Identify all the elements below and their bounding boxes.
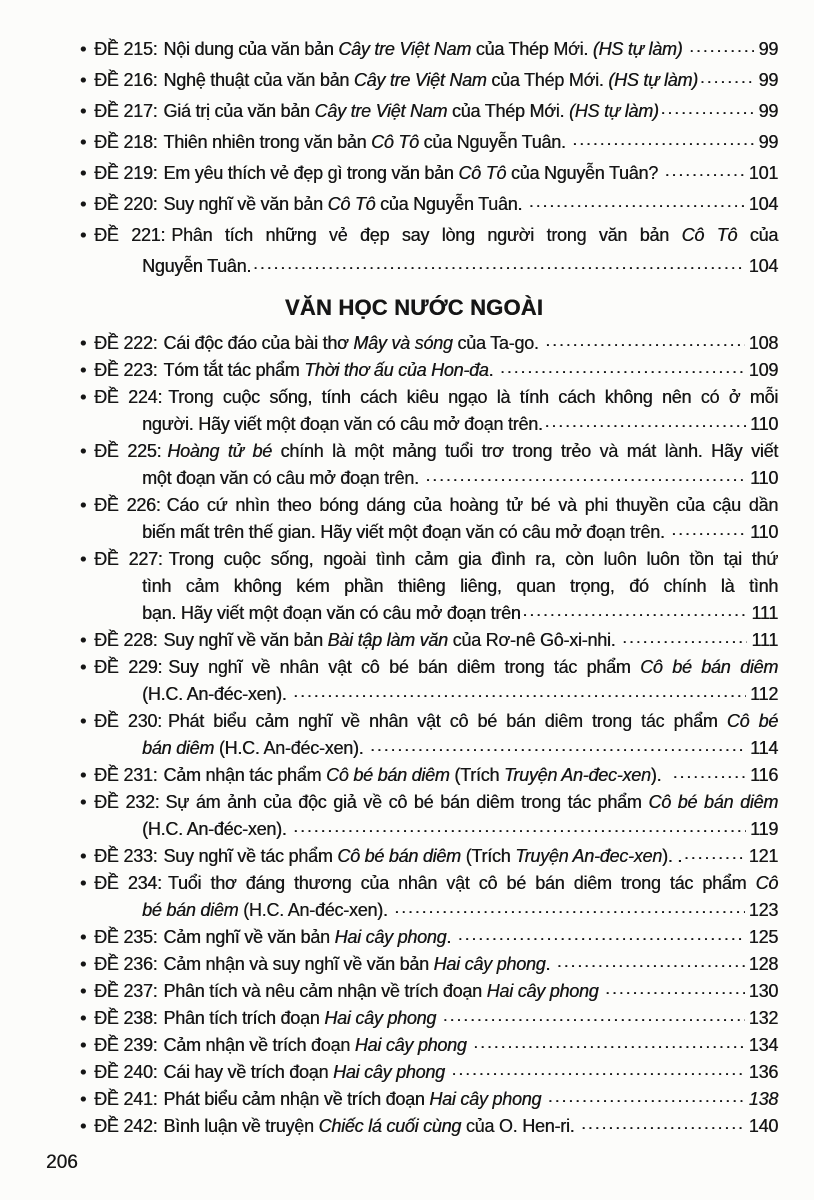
entry-label: ĐỀ 231: — [94, 765, 158, 785]
toc-entry — [80, 1113, 778, 1140]
dot-leader — [456, 924, 745, 951]
bullet-icon: • — [80, 495, 87, 515]
toc-entry — [80, 34, 778, 65]
dot-leader — [423, 465, 746, 492]
toc — [80, 34, 778, 1140]
toc-entry-line — [80, 330, 778, 357]
toc-section — [80, 293, 778, 1140]
entry-label: ĐỀ 234: — [94, 873, 162, 893]
entry-text: Cáo cứ nhìn theo bóng dáng của hoàng tử bé và phi thuyền của cậu dần — [166, 495, 778, 515]
section-header: VĂN HỌC NƯỚC NGOÀI — [284, 295, 544, 320]
page-number: 125 — [748, 927, 778, 947]
dot-leader — [543, 411, 746, 438]
dot-leader — [620, 627, 747, 654]
entry-text: Nguyễn Tuân. — [142, 256, 252, 276]
dot-leader — [671, 762, 746, 789]
page-number: 119 — [750, 819, 778, 839]
toc-entry — [80, 708, 778, 762]
entry-text: bé bán diêm (H.C. An-đéc-xen). — [142, 900, 393, 920]
entry-text: Suy nghĩ về nhân vật cô bé bán diêm trong tác phẩm Cô bé bán diêm — [168, 657, 778, 677]
entry-label: ĐỀ 227: — [94, 549, 163, 569]
toc-entry-line — [80, 816, 778, 843]
toc-entry — [80, 1086, 778, 1113]
entry-label: ĐỀ 218: — [94, 132, 158, 152]
entry-label: ĐỀ 223: — [94, 360, 158, 380]
toc-entry-line — [80, 158, 778, 189]
page-number: 104 — [748, 194, 778, 214]
entry-text: Phân tích những vẻ đẹp say lòng người trong văn bản Cô Tô của — [171, 225, 778, 245]
page-number: 99 — [758, 70, 778, 90]
dot-leader — [687, 34, 754, 65]
entry-text: biến mất trên thế gian. Hãy viết một đoạn văn có câu mở đoạn trên. — [142, 522, 670, 542]
toc-entry — [80, 220, 778, 282]
dot-leader — [570, 127, 754, 158]
toc-entry-line — [80, 127, 778, 158]
toc-entry-line — [80, 465, 778, 492]
bullet-icon: • — [80, 846, 87, 866]
entry-text: Suy nghĩ về văn bản Bài tập làm văn của Rơ-nê Gô-xi-nhi. — [163, 630, 621, 650]
entry-label: ĐỀ 238: — [94, 1008, 158, 1028]
entry-text: (H.C. An-đéc-xen). — [142, 819, 292, 839]
bullet-icon: • — [80, 630, 87, 650]
toc-entry-line — [80, 789, 778, 816]
entry-label: ĐỀ 222: — [94, 333, 158, 353]
entry-label: ĐỀ 225: — [94, 441, 162, 461]
bullet-icon: • — [80, 954, 87, 974]
page-number: 112 — [750, 684, 778, 704]
entry-text: Sự ám ảnh của độc giả về cô bé bán diêm trong tác phẩm Cô bé bán diêm — [165, 792, 779, 812]
bullet-icon: • — [80, 387, 87, 407]
page-number: 108 — [748, 333, 778, 353]
dot-leader — [471, 1032, 744, 1059]
page-number: 132 — [748, 1008, 778, 1028]
entry-label: ĐỀ 240: — [94, 1062, 158, 1082]
dot-leader — [579, 1113, 745, 1140]
dot-leader — [441, 1005, 745, 1032]
toc-entry-line — [80, 843, 778, 870]
entry-label: ĐỀ 220: — [94, 194, 158, 214]
entry-text: Cảm nhận về trích đoạn Hai cây phong — [163, 1035, 467, 1055]
toc-entry-line — [80, 924, 778, 951]
dot-leader — [663, 158, 745, 189]
toc-entry — [80, 1005, 778, 1032]
bullet-icon: • — [80, 657, 87, 677]
bullet-icon: • — [80, 927, 87, 947]
bullet-icon: • — [80, 333, 87, 353]
entry-label: ĐỀ 224: — [94, 387, 163, 407]
toc-entry-line — [80, 600, 778, 627]
toc-entry — [80, 330, 778, 357]
entry-label: ĐỀ 216: — [94, 70, 158, 90]
page-number: 123 — [748, 900, 778, 920]
toc-entry — [80, 546, 778, 627]
toc-entry-line — [80, 1005, 778, 1032]
toc-entry-line — [80, 411, 778, 438]
entry-text: Tuổi thơ đáng thương của nhân vật cô bé bán diêm trong tác phẩm Cô — [167, 873, 778, 893]
dot-leader — [251, 251, 745, 282]
page-footer — [46, 1152, 78, 1174]
page-number: 121 — [748, 846, 778, 866]
toc-entry-line — [80, 681, 778, 708]
toc-entry-line — [80, 708, 778, 735]
toc-entry-line — [80, 1086, 778, 1113]
entry-label: ĐỀ 239: — [94, 1035, 158, 1055]
toc-entry — [80, 127, 778, 158]
entry-text: Nội dung của văn bản Cây tre Việt Nam của Thép Mới. (HS tự làm) — [163, 39, 683, 59]
entry-text: Bình luận về truyện Chiếc lá cuối cùng của O. Hen-ri. — [163, 1116, 580, 1136]
dot-leader — [450, 1059, 745, 1086]
bullet-icon: • — [80, 163, 87, 183]
page-number: 138 — [748, 1089, 778, 1109]
entry-text: người. Hãy viết một đoạn văn có câu mở đoạn trên. — [142, 414, 543, 434]
page-number: 134 — [748, 1035, 778, 1055]
entry-label: ĐỀ 241: — [94, 1089, 158, 1109]
entry-text: Cảm nhận tác phẩm Cô bé bán diêm (Trích Truyện An-đec-xen). — [163, 765, 671, 785]
dot-leader — [291, 816, 746, 843]
entry-text: Trong cuộc sống, tính cách kiêu ngạo là tính cách không nên có ở mỗi — [168, 387, 779, 407]
page-number: 130 — [748, 981, 778, 1001]
dot-leader — [521, 600, 748, 627]
entry-text: Cảm nhận và suy nghĩ về văn bản Hai cây phong. — [163, 954, 555, 974]
entry-label: ĐỀ 219: — [94, 163, 158, 183]
toc-entry-line — [80, 189, 778, 220]
toc-entry-line — [80, 897, 778, 924]
page-number: 109 — [748, 360, 778, 380]
entry-label: ĐỀ 233: — [94, 846, 158, 866]
dot-leader — [698, 65, 755, 96]
toc-entry-line — [80, 34, 778, 65]
dot-leader — [669, 519, 746, 546]
bullet-icon: • — [80, 1116, 87, 1136]
entry-label: ĐỀ 236: — [94, 954, 158, 974]
entry-text: Hoàng tử bé chính là một mảng tuổi trơ trong trẻo và mát lành. Hãy viết — [167, 441, 778, 461]
entry-text: Cảm nghĩ về văn bản Hai cây phong. — [163, 927, 456, 947]
dot-leader — [546, 1086, 745, 1113]
dot-leader — [368, 735, 746, 762]
toc-entry-line — [80, 1032, 778, 1059]
entry-text: Cái hay về trích đoạn Hai cây phong — [163, 1062, 445, 1082]
entry-text: Nghệ thuật của văn bản Cây tre Việt Nam của Thép Mới. (HS tự làm) — [163, 70, 698, 90]
bullet-icon: • — [80, 792, 87, 812]
toc-entry — [80, 762, 778, 789]
entry-text: Cái độc đáo của bài thơ Mây và sóng của Ta-go. — [163, 333, 544, 353]
toc-entry — [80, 870, 778, 924]
page-number: 140 — [748, 1116, 778, 1136]
entry-text: bán diêm (H.C. An-đéc-xen). — [142, 738, 369, 758]
bullet-icon: • — [80, 1035, 87, 1055]
toc-entry-line — [80, 220, 778, 251]
bullet-icon: • — [80, 1089, 87, 1109]
toc-entry — [80, 1032, 778, 1059]
entry-label: ĐỀ 232: — [94, 792, 160, 812]
toc-entry-line — [80, 627, 778, 654]
entry-label: ĐỀ 226: — [94, 495, 161, 515]
toc-entry-line — [80, 978, 778, 1005]
toc-entry — [80, 789, 778, 843]
entry-text: Thiên nhiên trong văn bản Cô Tô của Nguyễn Tuân. — [163, 132, 571, 152]
dot-leader — [555, 951, 745, 978]
toc-entry-line — [80, 384, 778, 411]
toc-entry-line — [80, 870, 778, 897]
toc-entry-line — [80, 735, 778, 762]
entry-text: tình cảm không kém phần thiêng liêng, quan trọng, đó chính là tình — [142, 576, 778, 596]
toc-entry — [80, 654, 778, 708]
footer-page-number: 206 — [46, 1152, 78, 1173]
toc-entry — [80, 978, 778, 1005]
bullet-icon: • — [80, 1062, 87, 1082]
toc-entry-line — [80, 492, 778, 519]
toc-entry — [80, 96, 778, 127]
bullet-icon: • — [80, 1008, 87, 1028]
page-number: 101 — [748, 163, 778, 183]
dot-leader — [527, 189, 745, 220]
toc-entry-line — [80, 438, 778, 465]
bullet-icon: • — [80, 765, 87, 785]
toc-entry-line — [80, 251, 778, 282]
toc-entry-line — [80, 519, 778, 546]
bullet-icon: • — [80, 873, 87, 893]
entry-text: Suy nghĩ về tác phẩm Cô bé bán diêm (Trích Truyện An-đec-xen). . — [163, 846, 682, 866]
entry-text: (H.C. An-đéc-xen). — [142, 684, 292, 704]
bullet-icon: • — [80, 441, 87, 461]
entry-text: Phát biểu cảm nghĩ về nhân vật cô bé bán diêm trong tác phẩm Cô bé — [167, 711, 778, 731]
page-number: 99 — [758, 39, 778, 59]
page-number: 111 — [751, 630, 778, 650]
entry-text: Phát biểu cảm nhận về trích đoạn Hai cây phong — [163, 1089, 542, 1109]
dot-leader — [682, 843, 745, 870]
bullet-icon: • — [80, 194, 87, 214]
toc-entry-line — [80, 762, 778, 789]
bullet-icon: • — [80, 132, 87, 152]
entry-text: Phân tích trích đoạn Hai cây phong — [163, 1008, 437, 1028]
entry-label: ĐỀ 217: — [94, 101, 158, 121]
entry-label: ĐỀ 221: — [94, 225, 166, 245]
toc-entry — [80, 158, 778, 189]
toc-entry — [80, 627, 778, 654]
bullet-icon: • — [80, 711, 87, 731]
bullet-icon: • — [80, 549, 87, 569]
page-number: 116 — [750, 765, 778, 785]
toc-entry — [80, 924, 778, 951]
toc-entry — [80, 843, 778, 870]
page-number: 128 — [748, 954, 778, 974]
bullet-icon: • — [80, 225, 87, 245]
entry-label: ĐỀ 229: — [94, 657, 163, 677]
entry-label: ĐỀ 228: — [94, 630, 158, 650]
toc-entry-line — [80, 546, 778, 573]
toc-entry-line — [80, 357, 778, 384]
toc-entry — [80, 65, 778, 96]
toc-entry-line — [80, 1113, 778, 1140]
entry-text: Suy nghĩ về văn bản Cô Tô của Nguyễn Tuân. — [163, 194, 527, 214]
toc-entry — [80, 357, 778, 384]
entry-text: bạn. Hãy viết một đoạn văn có câu mở đoạn trên — [142, 603, 521, 623]
bullet-icon: • — [80, 101, 87, 121]
entry-label: ĐỀ 235: — [94, 927, 158, 947]
toc-entry-line — [80, 65, 778, 96]
entry-text: Giá trị của văn bản Cây tre Việt Nam của Thép Mới. (HS tự làm) — [163, 101, 659, 121]
toc-entry — [80, 189, 778, 220]
entry-label: ĐỀ 230: — [94, 711, 162, 731]
page-number: 136 — [748, 1062, 778, 1082]
entry-text: Tóm tắt tác phẩm Thời thơ ấu của Hon-đa. — [163, 360, 499, 380]
page-number: 99 — [758, 101, 778, 121]
page-number: 111 — [751, 603, 778, 623]
entry-text: Trong cuộc sống, ngoài tình cảm gia đình ra, còn luôn luôn tồn tại thứ — [168, 549, 778, 569]
dot-leader — [659, 96, 755, 127]
entry-label: ĐỀ 237: — [94, 981, 158, 1001]
page-number: 114 — [750, 738, 778, 758]
dot-leader — [291, 681, 746, 708]
toc-entry — [80, 492, 778, 546]
toc-section — [80, 34, 778, 282]
entry-label: ĐỀ 215: — [94, 39, 158, 59]
page-number: 104 — [748, 256, 778, 276]
dot-leader — [543, 330, 744, 357]
toc-entry-line — [80, 654, 778, 681]
dot-leader — [392, 897, 744, 924]
toc-entry — [80, 951, 778, 978]
toc-entry-line — [80, 951, 778, 978]
toc-entry-line — [80, 96, 778, 127]
toc-entry — [80, 1059, 778, 1086]
entry-label: ĐỀ 242: — [94, 1116, 158, 1136]
page-number: 110 — [750, 414, 778, 434]
bullet-icon: • — [80, 39, 87, 59]
toc-entry — [80, 438, 778, 492]
bullet-icon: • — [80, 981, 87, 1001]
toc-entry-line — [80, 1059, 778, 1086]
dot-leader — [498, 357, 745, 384]
entry-text: Phân tích và nêu cảm nhận về trích đoạn Hai cây phong — [163, 981, 599, 1001]
bullet-icon: • — [80, 70, 87, 90]
toc-entry-line — [80, 573, 778, 600]
entry-text: Em yêu thích vẻ đẹp gì trong văn bản Cô Tô của Nguyễn Tuân? — [163, 163, 663, 183]
page-number: 110 — [750, 522, 778, 542]
entry-text: một đoạn văn có câu mở đoạn trên. — [142, 468, 424, 488]
dot-leader — [603, 978, 745, 1005]
toc-entry — [80, 384, 778, 438]
page-number: 110 — [750, 468, 778, 488]
bullet-icon: • — [80, 360, 87, 380]
page-number: 99 — [758, 132, 778, 152]
